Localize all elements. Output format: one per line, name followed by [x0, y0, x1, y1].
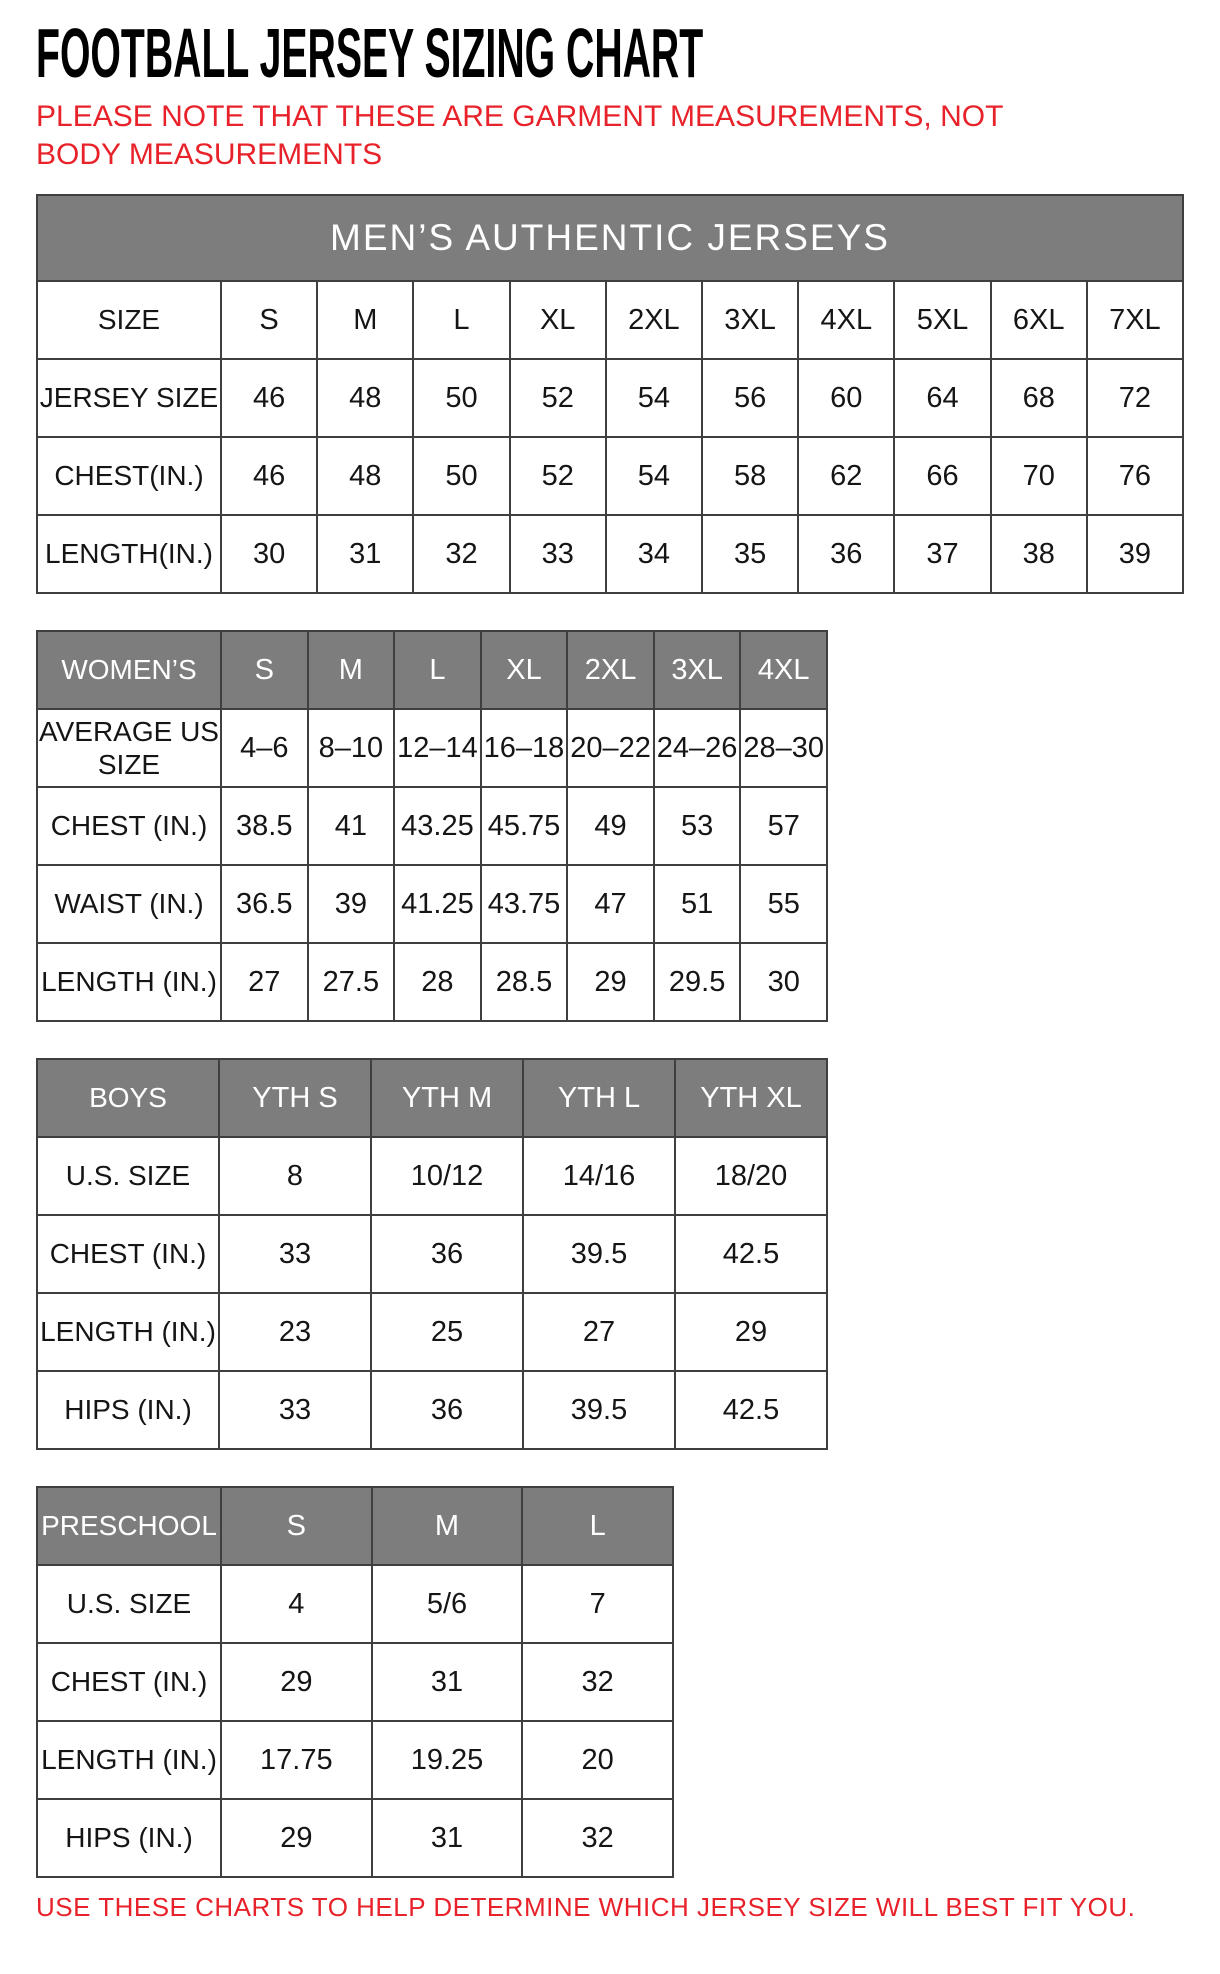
womens-column-header: 4XL [741, 632, 828, 710]
womens-cell: 36.5 [222, 866, 309, 944]
womens-cell: 28–30 [741, 710, 828, 788]
mens-cell: 68 [992, 360, 1088, 438]
mens-cell: 50 [414, 438, 510, 516]
mens-cell: 50 [414, 360, 510, 438]
mens-cell: 54 [607, 438, 703, 516]
womens-cell: 41 [309, 788, 396, 866]
boys-column-header: YTH S [220, 1060, 372, 1138]
boys-header-label: BOYS [38, 1060, 220, 1138]
mens-cell: 52 [511, 438, 607, 516]
mens-cell: 66 [895, 438, 991, 516]
mens-cell: 2XL [607, 282, 703, 360]
preschool-row-label: HIPS (IN.) [38, 1800, 222, 1878]
preschool-cell: 31 [373, 1644, 524, 1722]
mens-cell: 30 [222, 516, 318, 594]
boys-cell: 33 [220, 1372, 372, 1450]
mens-row-label: LENGTH(IN.) [38, 516, 222, 594]
mens-cell: L [414, 282, 510, 360]
mens-cell: 54 [607, 360, 703, 438]
womens-cell: 4–6 [222, 710, 309, 788]
mens-cell: 7XL [1088, 282, 1184, 360]
preschool-cell: 32 [523, 1800, 674, 1878]
mens-cell: 72 [1088, 360, 1184, 438]
mens-cell: 60 [799, 360, 895, 438]
womens-cell: 12–14 [395, 710, 482, 788]
boys-cell: 36 [372, 1372, 524, 1450]
footer-note: USE THESE CHARTS TO HELP DETERMINE WHICH JERSEY SIZE WILL BEST FIT YOU. [36, 1892, 1136, 1923]
boys-cell: 23 [220, 1294, 372, 1372]
boys-cell: 27 [524, 1294, 676, 1372]
preschool-cell: 31 [373, 1800, 524, 1878]
preschool-row-label: LENGTH (IN.) [38, 1722, 222, 1800]
womens-cell: 43.25 [395, 788, 482, 866]
mens-cell: 76 [1088, 438, 1184, 516]
preschool-cell: 32 [523, 1644, 674, 1722]
mens-cell: 58 [703, 438, 799, 516]
boys-cell: 33 [220, 1216, 372, 1294]
womens-cell: 51 [655, 866, 742, 944]
mens-cell: 32 [414, 516, 510, 594]
womens-cell: 16–18 [482, 710, 569, 788]
boys-sizing-table [36, 1058, 828, 1450]
womens-column-header: XL [482, 632, 569, 710]
mens-cell: 33 [511, 516, 607, 594]
mens-cell: 31 [318, 516, 414, 594]
boys-cell: 42.5 [676, 1216, 828, 1294]
boys-cell: 39.5 [524, 1372, 676, 1450]
womens-cell: 41.25 [395, 866, 482, 944]
boys-column-header: YTH L [524, 1060, 676, 1138]
mens-cell: 56 [703, 360, 799, 438]
preschool-cell: 20 [523, 1722, 674, 1800]
womens-cell: 20–22 [568, 710, 655, 788]
mens-cell: 70 [992, 438, 1088, 516]
preschool-cell: 19.25 [373, 1722, 524, 1800]
womens-cell: 38.5 [222, 788, 309, 866]
preschool-header-label: PRESCHOOL [38, 1488, 222, 1566]
boys-cell: 8 [220, 1138, 372, 1216]
womens-cell: 57 [741, 788, 828, 866]
mens-cell: 39 [1088, 516, 1184, 594]
womens-column-header: M [309, 632, 396, 710]
mens-cell: 36 [799, 516, 895, 594]
boys-cell: 10/12 [372, 1138, 524, 1216]
preschool-row-label: CHEST (IN.) [38, 1644, 222, 1722]
womens-row-label: CHEST (IN.) [38, 788, 222, 866]
preschool-cell: 4 [222, 1566, 373, 1644]
womens-cell: 29.5 [655, 944, 742, 1022]
womens-header-label: WOMEN’S [38, 632, 222, 710]
boys-row-label: CHEST (IN.) [38, 1216, 220, 1294]
womens-cell: 29 [568, 944, 655, 1022]
boys-cell: 36 [372, 1216, 524, 1294]
preschool-column-header: M [373, 1488, 524, 1566]
boys-row-label: U.S. SIZE [38, 1138, 220, 1216]
womens-row-label: AVERAGE US SIZE [38, 710, 222, 788]
womens-cell: 28 [395, 944, 482, 1022]
mens-cell: 48 [318, 438, 414, 516]
womens-cell: 28.5 [482, 944, 569, 1022]
preschool-cell: 7 [523, 1566, 674, 1644]
womens-sizing-table [36, 630, 828, 1022]
womens-cell: 47 [568, 866, 655, 944]
mens-row-label: CHEST(IN.) [38, 438, 222, 516]
boys-cell: 18/20 [676, 1138, 828, 1216]
preschool-sizing-table [36, 1486, 674, 1878]
mens-cell: 37 [895, 516, 991, 594]
mens-cell: 6XL [992, 282, 1088, 360]
boys-cell: 42.5 [676, 1372, 828, 1450]
mens-cell: 4XL [799, 282, 895, 360]
mens-cell: M [318, 282, 414, 360]
garment-measurements-note: PLEASE NOTE THAT THESE ARE GARMENT MEASUREMENTS, NOT BODY MEASUREMENTS [36, 100, 1003, 172]
preschool-cell: 29 [222, 1644, 373, 1722]
mens-cell: 34 [607, 516, 703, 594]
mens-cell: 35 [703, 516, 799, 594]
mens-cell: 38 [992, 516, 1088, 594]
womens-cell: 27.5 [309, 944, 396, 1022]
mens-row-label: JERSEY SIZE [38, 360, 222, 438]
boys-column-header: YTH XL [676, 1060, 828, 1138]
mens-row-label: SIZE [38, 282, 222, 360]
womens-cell: 24–26 [655, 710, 742, 788]
mens-cell: S [222, 282, 318, 360]
womens-column-header: 3XL [655, 632, 742, 710]
womens-row-label: WAIST (IN.) [38, 866, 222, 944]
womens-cell: 27 [222, 944, 309, 1022]
boys-cell: 14/16 [524, 1138, 676, 1216]
mens-cell: 5XL [895, 282, 991, 360]
womens-cell: 43.75 [482, 866, 569, 944]
boys-cell: 25 [372, 1294, 524, 1372]
page-title: FOOTBALL JERSEY SIZING CHART [36, 14, 704, 92]
mens-cell: 3XL [703, 282, 799, 360]
boys-column-header: YTH M [372, 1060, 524, 1138]
mens-cell: 52 [511, 360, 607, 438]
preschool-row-label: U.S. SIZE [38, 1566, 222, 1644]
womens-cell: 30 [741, 944, 828, 1022]
preschool-cell: 29 [222, 1800, 373, 1878]
womens-cell: 55 [741, 866, 828, 944]
mens-cell: 48 [318, 360, 414, 438]
womens-cell: 8–10 [309, 710, 396, 788]
womens-cell: 39 [309, 866, 396, 944]
mens-cell: 62 [799, 438, 895, 516]
boys-row-label: LENGTH (IN.) [38, 1294, 220, 1372]
preschool-column-header: L [523, 1488, 674, 1566]
mens-table-banner: MEN’S AUTHENTIC JERSEYS [38, 196, 1184, 282]
boys-row-label: HIPS (IN.) [38, 1372, 220, 1450]
womens-cell: 53 [655, 788, 742, 866]
boys-cell: 29 [676, 1294, 828, 1372]
preschool-column-header: S [222, 1488, 373, 1566]
womens-row-label: LENGTH (IN.) [38, 944, 222, 1022]
preschool-cell: 17.75 [222, 1722, 373, 1800]
womens-column-header: L [395, 632, 482, 710]
boys-cell: 39.5 [524, 1216, 676, 1294]
womens-column-header: S [222, 632, 309, 710]
mens-cell: 64 [895, 360, 991, 438]
womens-cell: 45.75 [482, 788, 569, 866]
mens-cell: 46 [222, 360, 318, 438]
mens-cell: 46 [222, 438, 318, 516]
preschool-cell: 5/6 [373, 1566, 524, 1644]
womens-cell: 49 [568, 788, 655, 866]
mens-authentic-jerseys-table [36, 194, 1184, 594]
mens-cell: XL [511, 282, 607, 360]
womens-column-header: 2XL [568, 632, 655, 710]
